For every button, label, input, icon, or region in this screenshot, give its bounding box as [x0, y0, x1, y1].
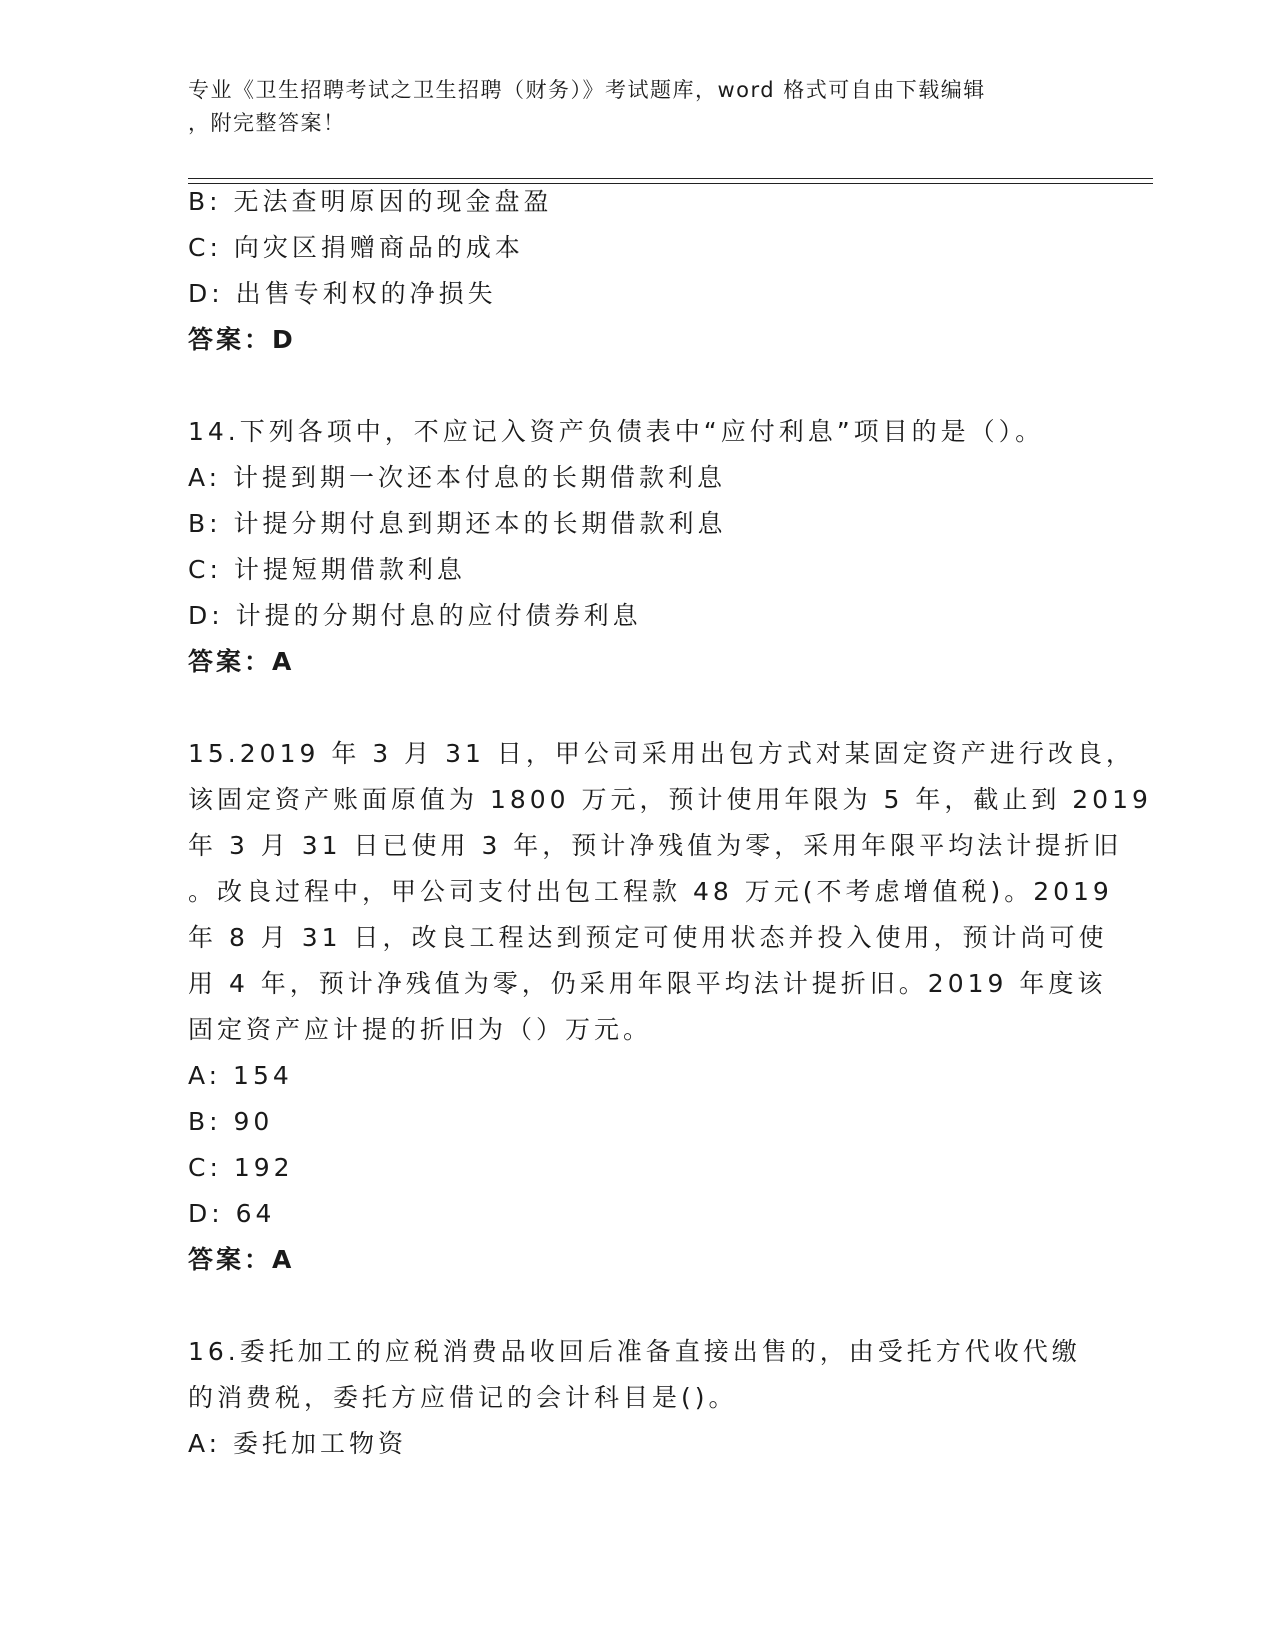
option-a: A: 计提到期一次还本付息的长期借款利息 — [188, 463, 727, 492]
header-line-2: ，附完整答案！ — [188, 111, 346, 135]
spacer — [188, 1283, 1088, 1329]
option-a: A: 委托加工物资 — [188, 1429, 408, 1458]
option-b: B: 无法查明原因的现金盘盈 — [188, 187, 553, 216]
question-text-line: 的消费税，委托方应借记的会计科目是()。 — [188, 1383, 738, 1412]
question-15 — [188, 731, 1152, 1283]
document-body — [188, 179, 1152, 1467]
option-b: B: 计提分期付息到期还本的长期借款利息 — [188, 509, 727, 538]
spacer — [188, 685, 1088, 731]
question-text-line: 固定资产应计提的折旧为（）万元。 — [188, 1015, 653, 1044]
question-14 — [188, 409, 1088, 685]
option-c: C: 计提短期借款利息 — [188, 555, 466, 584]
option-c: C: 向灾区捐赠商品的成本 — [188, 233, 524, 262]
option-d: D: 64 — [188, 1199, 276, 1228]
option-d: D: 计提的分期付息的应付债券利息 — [188, 601, 642, 630]
answer-line: 答案：D — [188, 325, 296, 354]
question-13 — [188, 179, 1088, 363]
question-text-line: 15.2019 年 3 月 31 日，甲公司采用出包方式对某固定资产进行改良， — [188, 739, 1135, 768]
question-text-line: 用 4 年，预计净残值为零，仍采用年限平均法计提折旧。2019 年度该 — [188, 969, 1107, 998]
document-header — [188, 74, 1088, 140]
option-c: C: 192 — [188, 1153, 294, 1182]
question-text-line: 16.委托加工的应税消费品收回后准备直接出售的，由受托方代收代缴 — [188, 1337, 1081, 1366]
option-a: A: 154 — [188, 1061, 293, 1090]
answer-line: 答案：A — [188, 647, 295, 676]
question-16 — [188, 1329, 1088, 1467]
question-text-line: 。改良过程中，甲公司支付出包工程款 48 万元(不考虑增值税)。2019 — [188, 877, 1113, 906]
question-text-line: 该固定资产账面原值为 1800 万元，预计使用年限为 5 年，截止到 2019 — [188, 785, 1152, 814]
option-d: D: 出售专利权的净损失 — [188, 279, 497, 308]
header-line-1: 专业《卫生招聘考试之卫生招聘（财务）》考试题库，word 格式可自由下载编辑 — [188, 78, 986, 102]
option-b: B: 90 — [188, 1107, 274, 1136]
spacer — [188, 363, 1088, 409]
question-text-line: 年 8 月 31 日，改良工程达到预定可使用状态并投入使用，预计尚可使 — [188, 923, 1108, 952]
question-text: 14.下列各项中，不应记入资产负债表中“应付利息”项目的是（）。 — [188, 417, 1045, 446]
question-text-line: 年 3 月 31 日已使用 3 年，预计净残值为零，采用年限平均法计提折旧 — [188, 831, 1123, 860]
answer-line: 答案：A — [188, 1245, 295, 1274]
